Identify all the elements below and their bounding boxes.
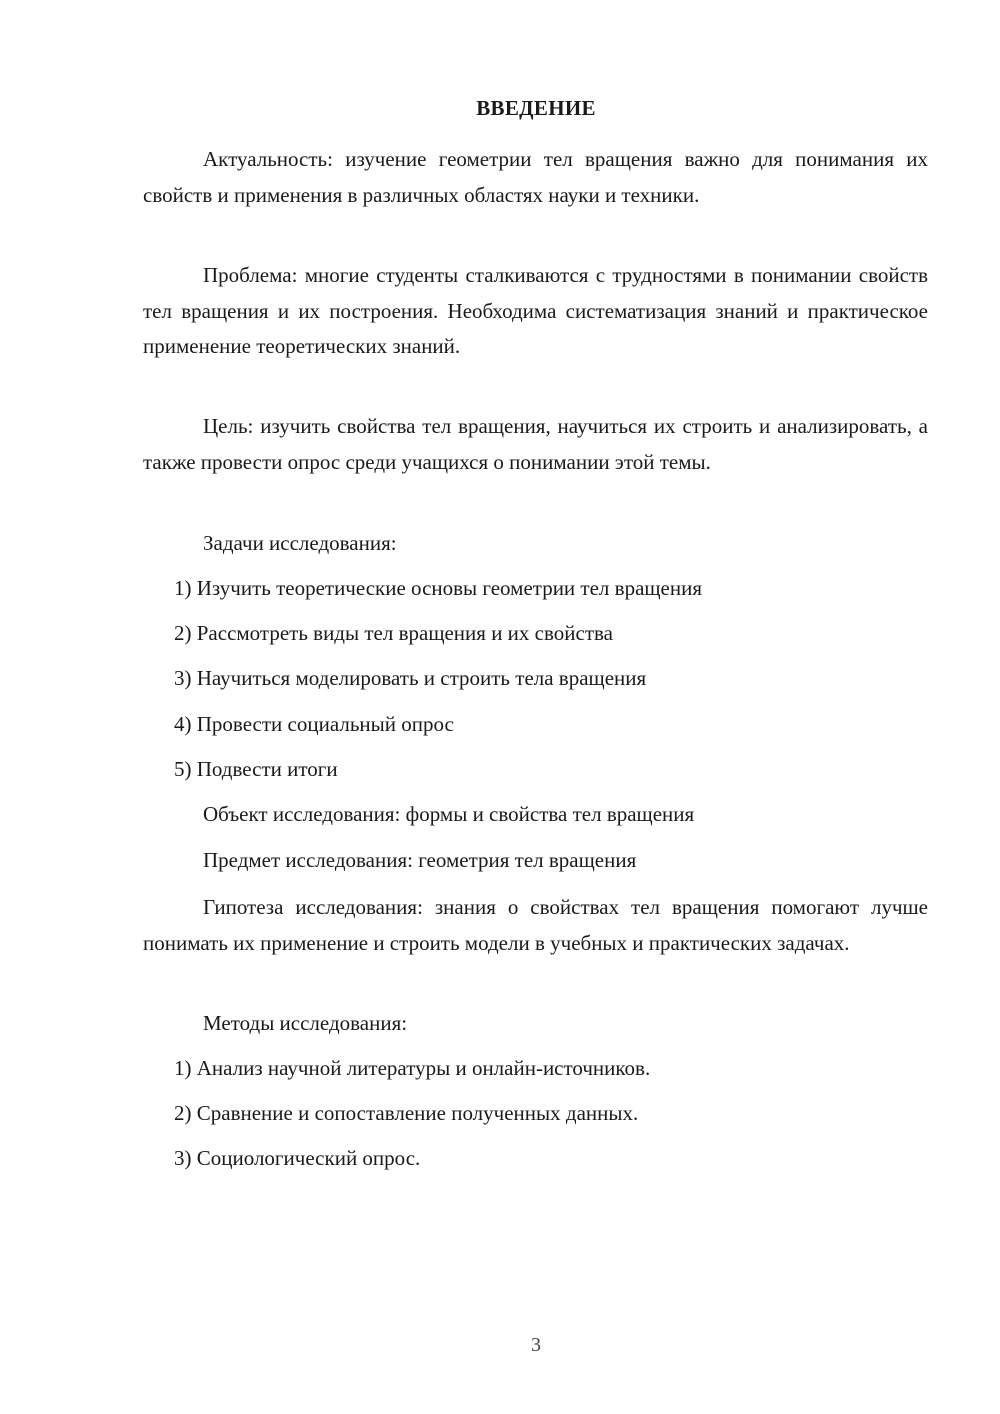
- task-item: 2) Рассмотреть виды тел вращения и их свойства: [174, 621, 613, 645]
- methods-title: Методы исследования:: [203, 1011, 408, 1035]
- method-item: 1) Анализ научной литературы и онлайн-источников.: [174, 1056, 651, 1080]
- tasks-title: Задачи исследования:: [203, 531, 397, 555]
- hypothesis-paragraph: Гипотеза исследования: знания о свойствах тел вращения помогают лучше понимать их применение и строить модели в учебных и практических задачах.: [143, 895, 928, 955]
- page-number: 3: [531, 1334, 541, 1356]
- relevance-paragraph: Актуальность: изучение геометрии тел вращения важно для понимания их свойств и применения в различных областях науки и техники.: [143, 147, 928, 207]
- task-item: 3) Научиться моделировать и строить тела вращения: [174, 666, 647, 690]
- task-item: 5) Подвести итоги: [174, 757, 338, 781]
- method-item: 2) Сравнение и сопоставление полученных данных.: [174, 1101, 639, 1125]
- research-subject: Предмет исследования: геометрия тел вращения: [203, 848, 637, 872]
- section-heading: ВВЕДЕНИЕ: [476, 96, 596, 120]
- task-item: 1) Изучить теоретические основы геометрии тел вращения: [174, 576, 703, 600]
- goal-paragraph: Цель: изучить свойства тел вращения, научиться их строить и анализировать, а также провести опрос среди учащихся о понимании этой темы.: [143, 414, 928, 474]
- research-object: Объект исследования: формы и свойства тел вращения: [203, 802, 695, 826]
- problem-paragraph: Проблема: многие студенты сталкиваются с трудностями в понимании свойств тел вращения и их построения. Необходима систематизация знаний и практическое применение теоретических знаний.: [143, 263, 928, 358]
- method-item: 3) Социологический опрос.: [174, 1146, 421, 1170]
- task-item: 4) Провести социальный опрос: [174, 712, 454, 736]
